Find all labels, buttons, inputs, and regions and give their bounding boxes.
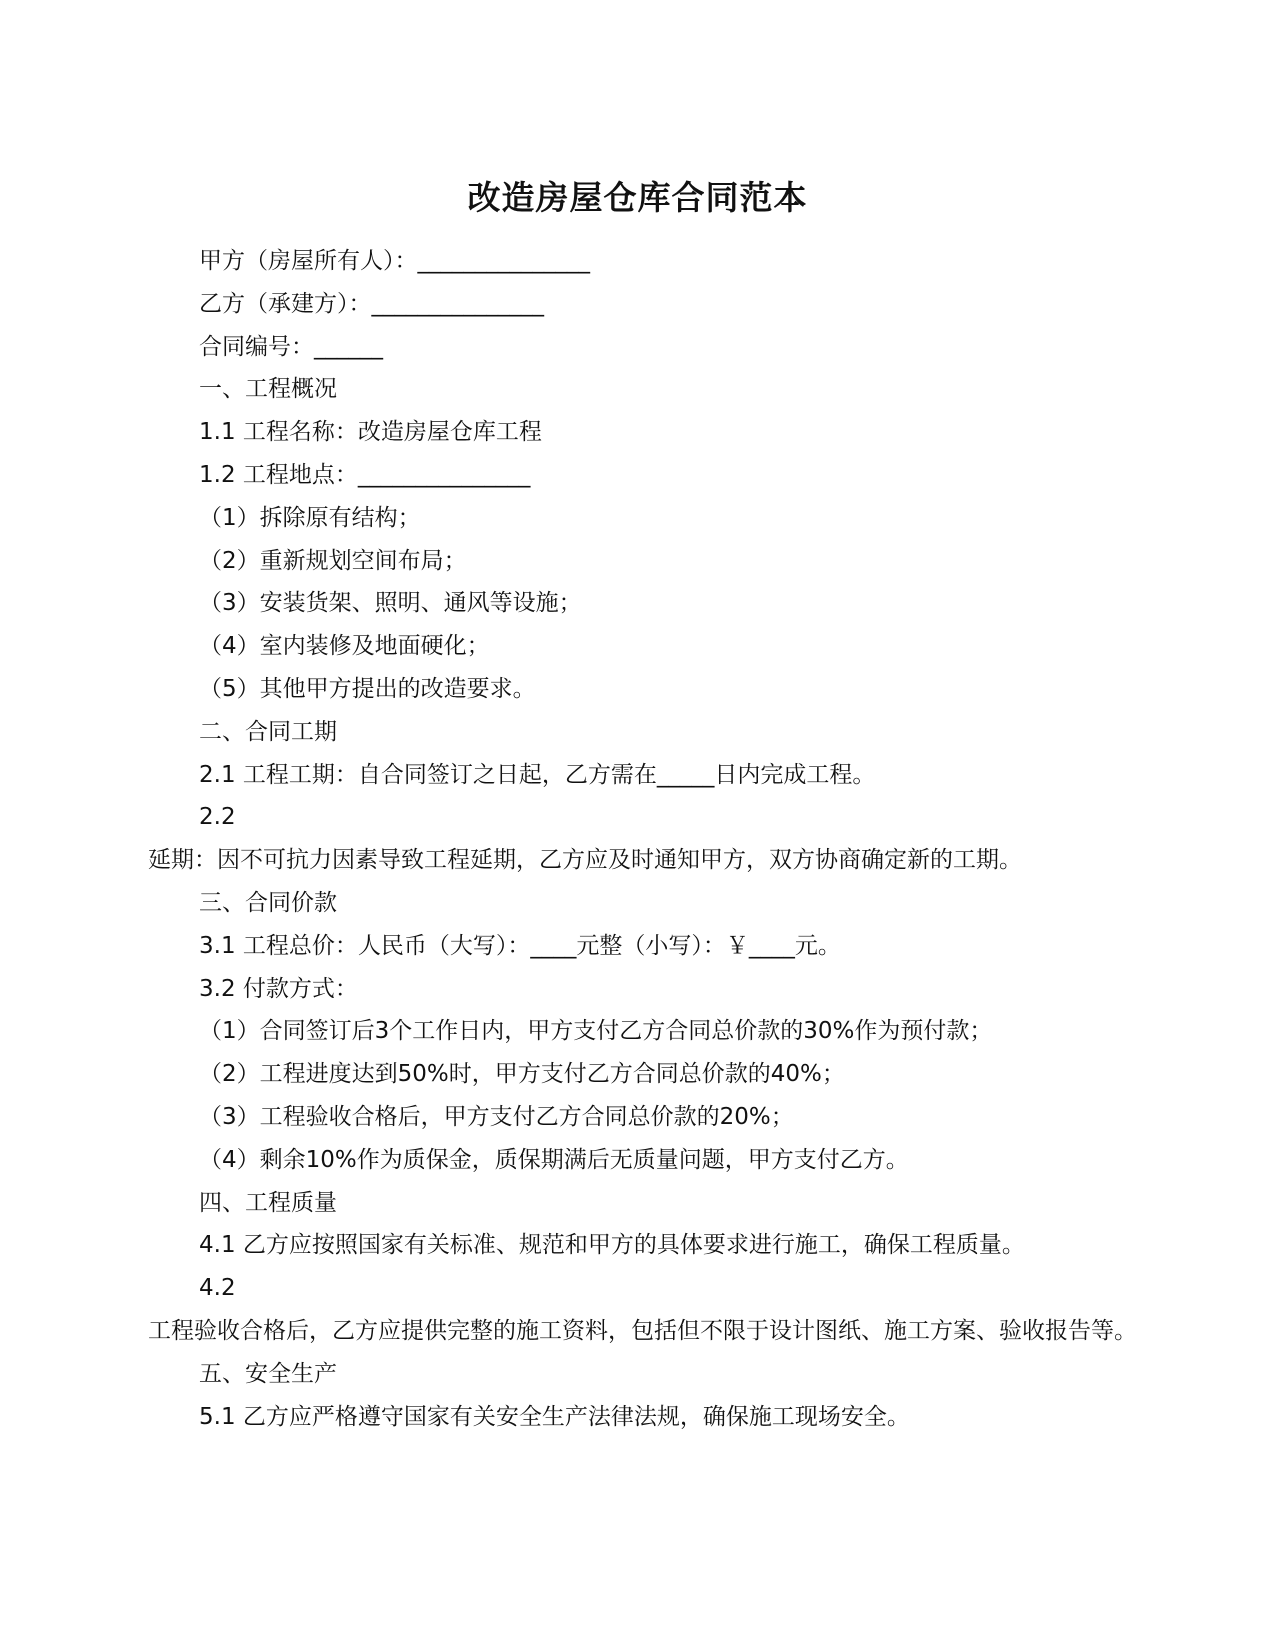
list-item: （3）工程验收合格后，甲方支付乙方合同总价款的20%； [199, 1103, 794, 1130]
section-heading-quality: 四、工程质量 [199, 1189, 337, 1216]
list-item: （3）安装货架、照明、通风等设施； [199, 590, 582, 617]
clause-2-2-number: 2.2 [199, 804, 236, 831]
clause-2-2-text: 延期：因不可抗力因素导致工程延期，乙方应及时通知甲方，双方协商确定新的工期。 [148, 847, 1022, 874]
section-heading-schedule: 二、合同工期 [199, 718, 337, 745]
clause-4-2-number: 4.2 [199, 1275, 236, 1302]
clause-2-1: 2.1 工程工期：自合同签订之日起，乙方需在_____日内完成工程。 [199, 761, 876, 788]
clause-1-1: 1.1 工程名称：改造房屋仓库工程 [199, 419, 542, 446]
section-heading-overview: 一、工程概况 [199, 376, 337, 403]
list-item: （4）剩余10%作为质保金，质保期满后无质量问题，甲方支付乙方。 [199, 1146, 909, 1173]
clause-1-2: 1.2 工程地点：_______________ [199, 461, 531, 488]
section-heading-safety: 五、安全生产 [199, 1360, 337, 1387]
clause-3-1: 3.1 工程总价：人民币（大写）：____元整（小写）：￥____元。 [199, 932, 841, 959]
clause-4-2-text: 工程验收合格后，乙方应提供完整的施工资料，包括但不限于设计图纸、施工方案、验收报告等。 [148, 1317, 1137, 1344]
clause-3-2: 3.2 付款方式： [199, 975, 358, 1002]
party-b-line: 乙方（承建方）：_______________ [199, 290, 544, 317]
list-item: （2）工程进度达到50%时，甲方支付乙方合同总价款的40%； [199, 1061, 845, 1088]
list-item: （4）室内装修及地面硬化； [199, 633, 490, 660]
list-item: （2）重新规划空间布局； [199, 547, 467, 574]
list-item: （1）拆除原有结构； [199, 504, 421, 531]
party-a-line: 甲方（房屋所有人）：_______________ [199, 248, 590, 274]
contract-number-line: 合同编号：______ [199, 333, 383, 360]
list-item: （1）合同签订后3个工作日内，甲方支付乙方合同总价款的30%作为预付款； [199, 1018, 993, 1045]
clause-5-1: 5.1 乙方应严格遵守国家有关安全生产法律法规，确保施工现场安全。 [199, 1403, 910, 1430]
clause-4-1: 4.1 乙方应按照国家有关标准、规范和甲方的具体要求进行施工，确保工程质量。 [199, 1232, 1025, 1259]
list-item: （5）其他甲方提出的改造要求。 [199, 675, 536, 702]
document-body [148, 240, 1138, 1438]
document-title: 改造房屋仓库合同范本 [467, 178, 808, 217]
section-heading-price: 三、合同价款 [199, 889, 337, 916]
